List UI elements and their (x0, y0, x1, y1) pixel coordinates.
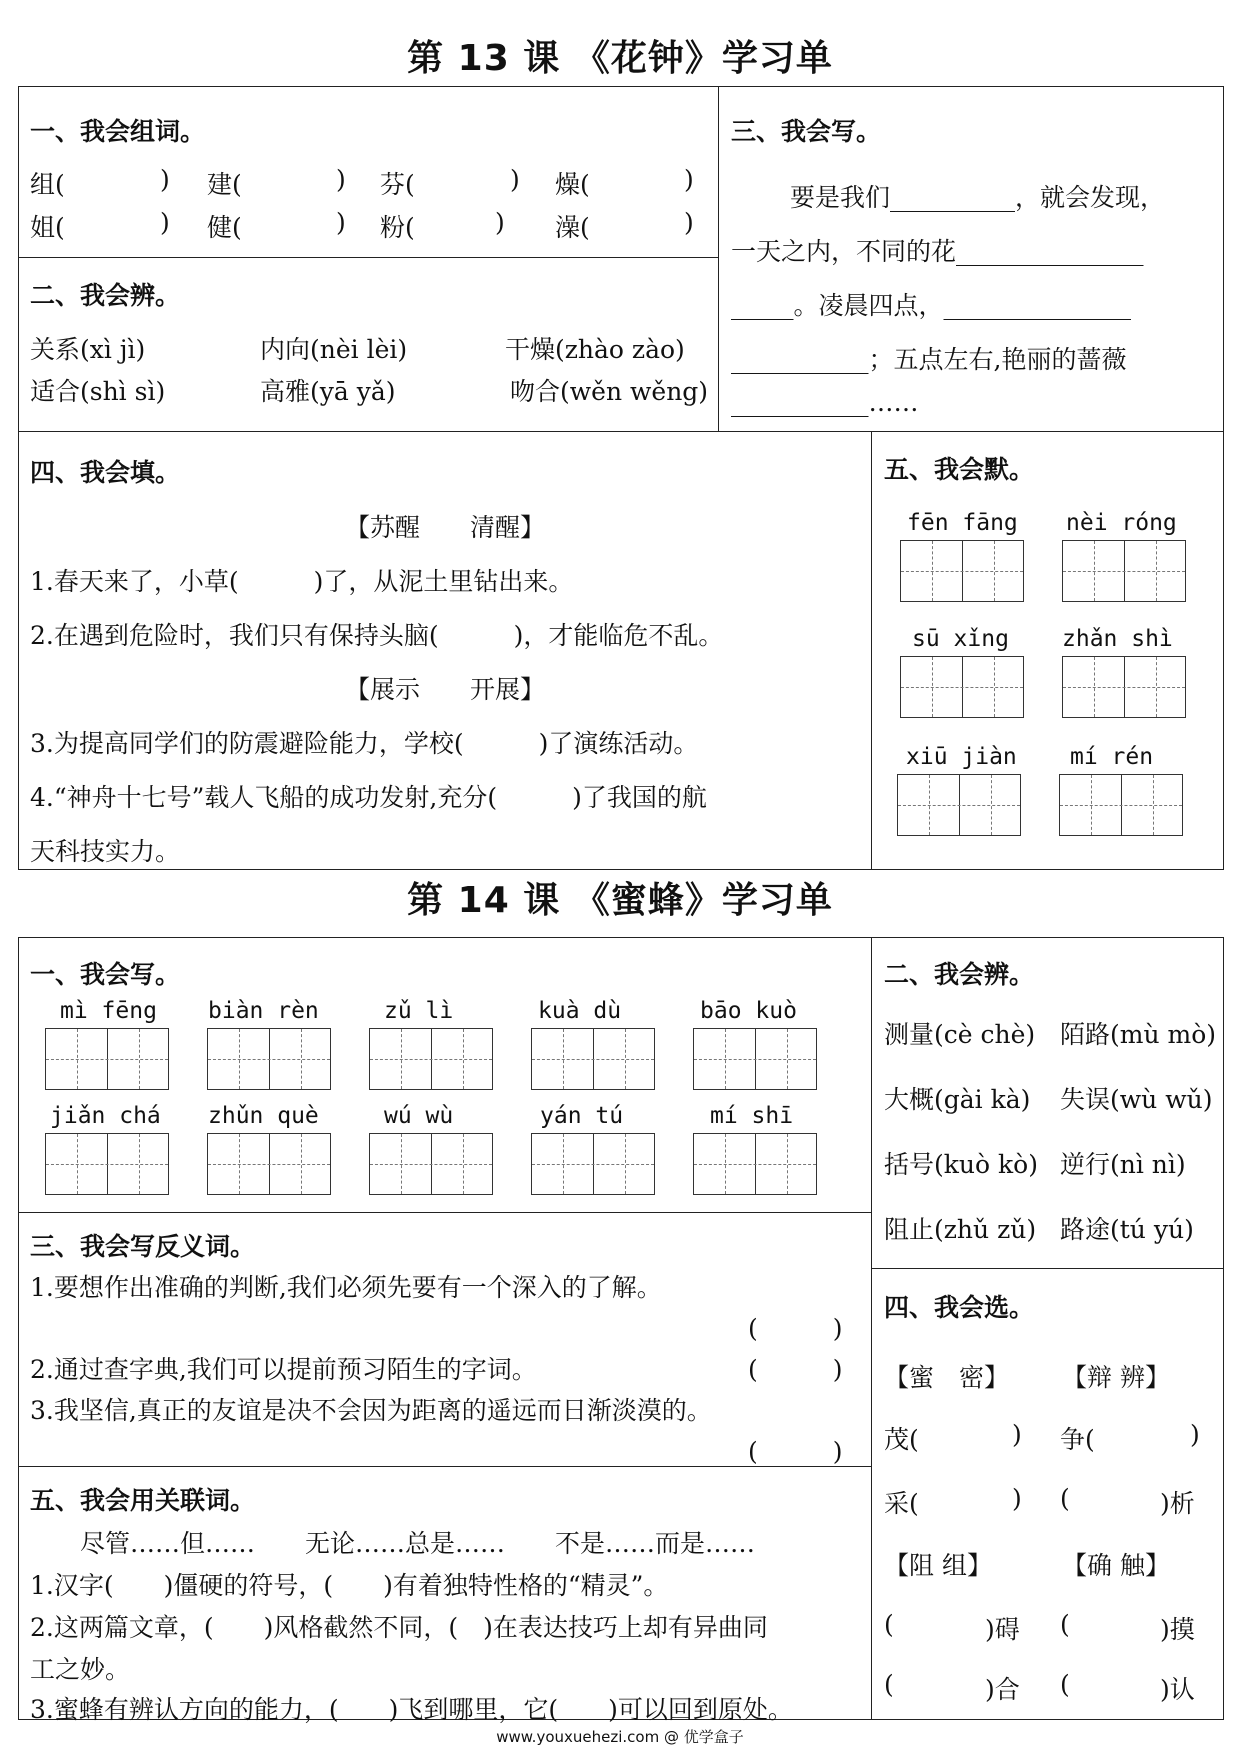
l14-s1-pinyin: jiǎn chá (50, 1103, 161, 1129)
l13-s4-group1: 【苏醒 清醒】 (345, 513, 546, 542)
l14-s5-q3: 3.蜜蜂有辨认方向的能力，( )飞到哪里，它( )可以回到原处。 (30, 1695, 793, 1724)
l13-s5-pinyin: mí rén (1070, 744, 1154, 770)
l14-s3-q3: 3.我坚信,真正的友谊是决不会因为距离的遥远而日渐淡漠的。 (30, 1396, 712, 1425)
l14-s1-pinyin: zǔ lì (384, 998, 454, 1024)
l13-s3-line: 一天之内，不同的花_______________ (731, 237, 1144, 266)
l14-s4-heading: 四、我会选。 (884, 1293, 1035, 1322)
l13-s4-q1: 1.春天来了，小草( )了，从泥土里钻出来。 (30, 567, 574, 596)
l14-s1-heading: 一、我会写。 (30, 960, 181, 989)
writing-grid[interactable] (1062, 656, 1186, 718)
l14-s5-q1: 1.汉字( )僵硬的符号，( )有着独特性格的“精灵”。 (30, 1571, 669, 1600)
l14-s2-item: 路途(tú yú) (1060, 1215, 1194, 1244)
l14-s2-item: 失误(wù wǔ) (1060, 1085, 1213, 1114)
l14-s4-group: 【阻 组】 (884, 1551, 992, 1580)
l13-s5-pinyin: fēn fāng (907, 510, 1018, 536)
l14-s2-item: 陌路(mù mò) (1060, 1020, 1217, 1049)
writing-grid[interactable] (531, 1028, 655, 1090)
l14-s2-heading: 二、我会辨。 (884, 960, 1035, 989)
l13-s3-heading: 三、我会写。 (731, 117, 882, 146)
writing-grid[interactable] (1059, 774, 1183, 836)
l13-s3-line: 要是我们__________，就会发现， (790, 183, 1166, 212)
l13-s1-heading: 一、我会组词。 (30, 117, 206, 146)
footer-watermark: www.youxuehezi.com @ 优学盒子 (496, 1728, 744, 1746)
l13-s5-pinyin: nèi róng (1066, 510, 1177, 536)
l14-s1-pinyin: mì fēng (60, 998, 157, 1024)
l13-s5-heading: 五、我会默。 (884, 455, 1035, 484)
l14-s5-heading: 五、我会用关联词。 (30, 1486, 256, 1515)
l13-s5-pinyin: sū xǐng (912, 626, 1009, 652)
l14-s1-pinyin: mí shī (710, 1103, 794, 1129)
l14-s2-item: 大概(gài kà) (884, 1085, 1031, 1114)
answer-paren[interactable]: ( ) (748, 1314, 843, 1343)
l14-s4-group: 【蜜 密】 (884, 1363, 1010, 1392)
l14-s5-q2a: 2.这两篇文章，( )风格截然不同，( )在表达技巧上却有异曲同 (30, 1613, 768, 1642)
l13-s5-pinyin: zhǎn shì (1062, 626, 1173, 652)
l13-s2-item: 适合(shì sì) (30, 377, 166, 406)
l14-s1-pinyin: biàn rèn (208, 998, 319, 1024)
l14-s1-pinyin: yán tú (540, 1103, 624, 1129)
l13-s4-heading: 四、我会填。 (30, 458, 181, 487)
l13-s2-item: 关系(xì jì) (30, 335, 146, 364)
l14-s1-pinyin: zhǔn què (208, 1103, 319, 1129)
l13-s4-q3: 3.为提高同学们的防震避险能力，学校( )了演练活动。 (30, 729, 699, 758)
l14-s2-item: 逆行(nì nì) (1060, 1150, 1186, 1179)
writing-grid[interactable] (897, 774, 1021, 836)
l13-s3-line: _____。凌晨四点，_______________ (731, 291, 1132, 320)
writing-grid[interactable] (207, 1028, 331, 1090)
l13-s2-item: 干燥(zhào zào) (505, 335, 685, 364)
l14-s3-heading: 三、我会写反义词。 (30, 1232, 256, 1261)
l14-s1-pinyin: wú wù (384, 1103, 454, 1129)
l13-s4-q4b: 天科技实力。 (30, 837, 181, 866)
lesson14-title: 第 14 课 《蜜蜂》学习单 (407, 880, 833, 921)
l14-s3-q1: 1.要想作出准确的判断,我们必须先要有一个深入的了解。 (30, 1273, 662, 1302)
l13-s3-line: ___________；五点左右,艳丽的蔷薇 (731, 345, 1127, 374)
l14-s2-item: 括号(kuò kò) (884, 1150, 1038, 1179)
l14-s2-item: 测量(cè chè) (884, 1020, 1036, 1049)
writing-grid[interactable] (45, 1028, 169, 1090)
lesson13-title: 第 13 课 《花钟》学习单 (407, 38, 833, 79)
writing-grid[interactable] (1062, 540, 1186, 602)
l13-s2-item: 高雅(yā yǎ) (260, 377, 396, 406)
answer-paren[interactable]: ( ) (748, 1437, 843, 1466)
writing-grid[interactable] (369, 1028, 493, 1090)
l13-s3-line: ___________…… (731, 388, 919, 417)
writing-grid[interactable] (207, 1133, 331, 1195)
writing-grid[interactable] (900, 656, 1024, 718)
writing-grid[interactable] (693, 1028, 817, 1090)
l13-s5-pinyin: xiū jiàn (906, 744, 1017, 770)
l14-s5-options: 尽管……但…… 无论……总是…… 不是……而是…… (80, 1529, 756, 1558)
writing-grid[interactable] (900, 540, 1024, 602)
l13-s2-item: 内向(nèi lèi) (260, 335, 408, 364)
l14-s4-group: 【辩 辨】 (1062, 1363, 1170, 1392)
l13-s2-item: 吻合(wěn wěng) (510, 377, 709, 406)
l13-s2-heading: 二、我会辨。 (30, 281, 181, 310)
l14-s1-pinyin: bāo kuò (700, 998, 797, 1024)
l14-s1-pinyin: kuà dù (538, 998, 622, 1024)
writing-grid[interactable] (693, 1133, 817, 1195)
writing-grid[interactable] (531, 1133, 655, 1195)
writing-grid[interactable] (45, 1133, 169, 1195)
l13-s4-group2: 【展示 开展】 (345, 675, 546, 704)
l14-s5-q2b: 工之妙。 (30, 1655, 131, 1684)
l13-s4-q4a: 4.“神舟十七号”载人飞船的成功发射,充分( )了我国的航 (30, 783, 707, 812)
l13-s4-q2: 2.在遇到危险时，我们只有保持头脑( )，才能临危不乱。 (30, 621, 724, 650)
l14-s2-item: 阻止(zhǔ zǔ) (884, 1215, 1037, 1244)
writing-grid[interactable] (369, 1133, 493, 1195)
answer-paren[interactable]: ( ) (748, 1355, 843, 1384)
l14-s4-group: 【确 触】 (1062, 1551, 1170, 1580)
l14-s3-q2: 2.通过查字典,我们可以提前预习陌生的字词。 (30, 1355, 537, 1384)
